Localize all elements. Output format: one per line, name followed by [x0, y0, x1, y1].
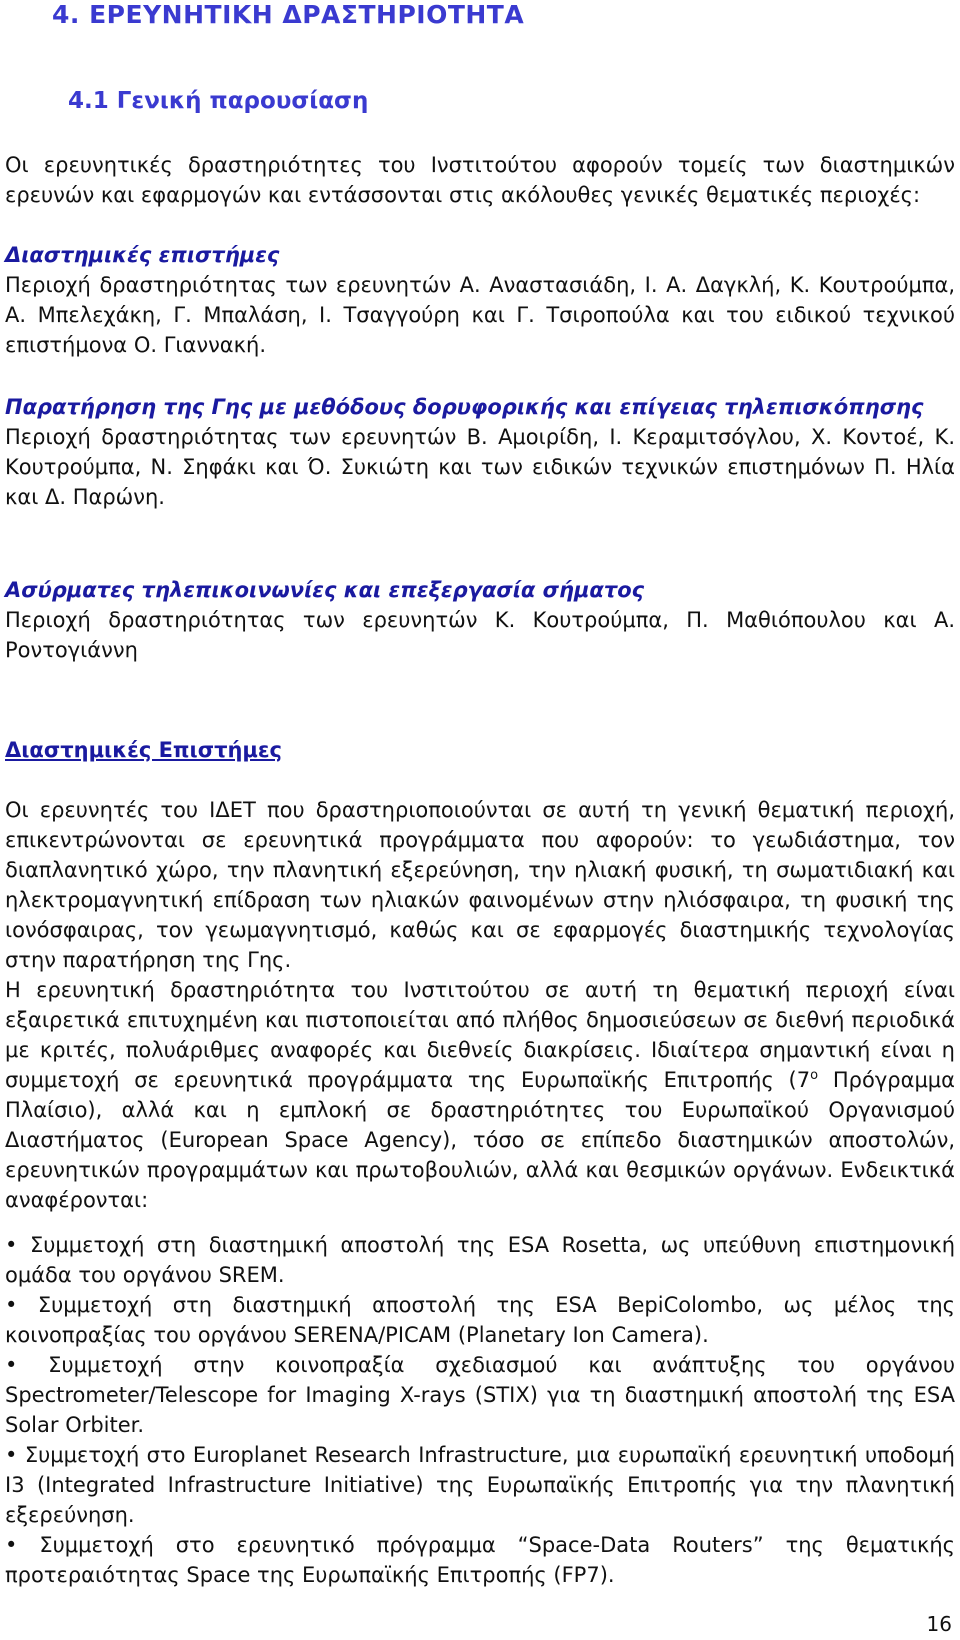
subsection-title: Διαστημικές Επιστήμες	[5, 738, 283, 762]
paragraph-2	[5, 975, 955, 1215]
area-1-text: Περιοχή δραστηριότητας των ερευνητών Α. Αναστασιάδη, Ι. Α. Δαγκλή, Κ. Κουτρούμπα, Α. Μπελεχάκη, Γ. Μπαλάση, Ι. Τσαγγούρη και Γ. Τσιροπούλα και του ειδικού τεχνικού επιστήμονα Ο. Γιαννακή.	[5, 273, 955, 357]
intro-paragraph: Οι ερευνητικές δραστηριότητες του Ινστιτούτου αφορούν τομείς των διαστημικών ερευνών και εφαρμογών και εντάσσονται στις ακόλουθες γενικές θεματικές περιοχές:	[5, 153, 955, 207]
area-1	[5, 240, 955, 360]
area-2-text: Περιοχή δραστηριότητας των ερευνητών Β. Αμοιρίδη, Ι. Κεραμιτσόγλου, Χ. Κοντοέ, Κ. Κουτρούμπα, Ν. Σηφάκι και Ό. Συκιώτη και των ειδικών τεχνικών επιστημόνων Π. Ηλία και Δ. Παρώνη.	[5, 425, 955, 509]
bullet-icon: •	[5, 1443, 18, 1467]
bullet-item	[5, 1350, 955, 1440]
area-3	[5, 575, 955, 665]
bullet-icon: •	[5, 1233, 18, 1257]
paragraph-2-part-b: Πρόγραμμα Πλαίσιο), αλλά και η εμπλοκή σε δραστηριότητες του Ευρωπαϊκού Οργανισμού Διαστήματος (European Space Agency), τόσο σε επίπεδο διαστημικών αποστολών, ερευνητικών προγραμμάτων και πρωτοβουλιών, αλλά και θεσμικών οργάνων. Ενδεικτικά αναφέρονται:	[5, 1068, 956, 1212]
paragraph-1: Οι ερευνητές του ΙΔΕΤ που δραστηριοποιούνται σε αυτή τη γενική θεματική περιοχή, επικεντρώνονται σε ερευνητικά προγράμματα που αφορούν: το γεωδιάστημα, τον διαπλανητικό χώρο, την πλανητική εξερεύνηση, την ηλιακή φυσική, τη σωματιδιακή και ηλεκτρομαγνητική επίδραση των ηλιακών φαινομένων στην ηλιόσφαιρα, τη φυσική της ιονόσφαιρας, τον γεωμαγνητισμό, καθώς και σε εφαρμογές διαστημικής τεχνολογίας στην παρατήρηση της Γης.	[5, 798, 955, 972]
area-1-title: Διαστημικές επιστήμες	[5, 243, 280, 267]
chapter-heading: 4. ΕΡΕΥΝΗΤΙΚΗ ΔΡΑΣΤΗΡΙΟΤΗΤΑ	[52, 0, 525, 29]
bullet-item	[5, 1230, 955, 1290]
bullet-icon: •	[5, 1353, 18, 1377]
bullet-item	[5, 1530, 955, 1590]
area-3-text: Περιοχή δραστηριότητας των ερευνητών Κ. Κουτρούμπα, Π. Μαθιόπουλου και Α. Ροντογιάννη	[5, 608, 955, 662]
ordinal-superscript: ο	[810, 1068, 819, 1083]
bullet-text: Συμμετοχή στη διαστημική αποστολή της ESA Rosetta, ως υπεύθυνη επιστημονική ομάδα του οργάνου SREM.	[5, 1233, 956, 1287]
section-heading: 4.1 Γενική παρουσίαση	[68, 88, 369, 114]
page-number: 16	[926, 1612, 952, 1636]
area-2-title: Παρατήρηση της Γης με μεθόδους δορυφορικής και επίγειας τηλεπισκόπησης	[5, 395, 924, 419]
bullet-text: Συμμετοχή στην κοινοπραξία σχεδιασμού και ανάπτυξης του οργάνου Spectrometer/Telescope for Imaging X-rays (STIX) για τη διαστημική αποστολή της ESA Solar Orbiter.	[5, 1353, 955, 1437]
bullet-text: Συμμετοχή στο Europlanet Research Infrastructure, μια ευρωπαϊκή ερευνητική υποδομή I3 (Integrated Infrastructure Initiative) της Ευρωπαϊκής Επιτροπής για την πλανητική εξερεύνηση.	[5, 1443, 955, 1527]
area-2	[5, 392, 955, 512]
bullet-item	[5, 1440, 955, 1530]
bullet-icon: •	[5, 1293, 18, 1317]
bullet-icon: •	[5, 1533, 18, 1557]
area-3-title: Ασύρματες τηλεπικοινωνίες και επεξεργασία σήματος	[5, 578, 645, 602]
bullet-text: Συμμετοχή στο ερευνητικό πρόγραμμα “Space-Data Routers” της θεματικής προτεραιότητας Space της Ευρωπαϊκής Επιτροπής (FP7).	[5, 1533, 955, 1587]
paragraph-2-part-a: Η ερευνητική δραστηριότητα του Ινστιτούτου σε αυτή τη θεματική περιοχή είναι εξαιρετικά επιτυχημένη και πιστοποιείται από πλήθος δημοσιεύσεων σε διεθνή περιοδικά με κριτές, πολυάριθμες αναφορές και διεθνείς διακρίσεις. Ιδιαίτερα σημαντική είναι η συμμετοχή σε ερευνητικά προγράμματα της Ευρωπαϊκής Επιτροπής (7	[5, 978, 955, 1092]
bullet-text: Συμμετοχή στη διαστημική αποστολή της ESA BepiColombo, ως μέλος της κοινοπραξίας του οργάνου SERENA/PICAM (Planetary Ion Camera).	[5, 1293, 955, 1347]
bullet-item	[5, 1290, 955, 1350]
